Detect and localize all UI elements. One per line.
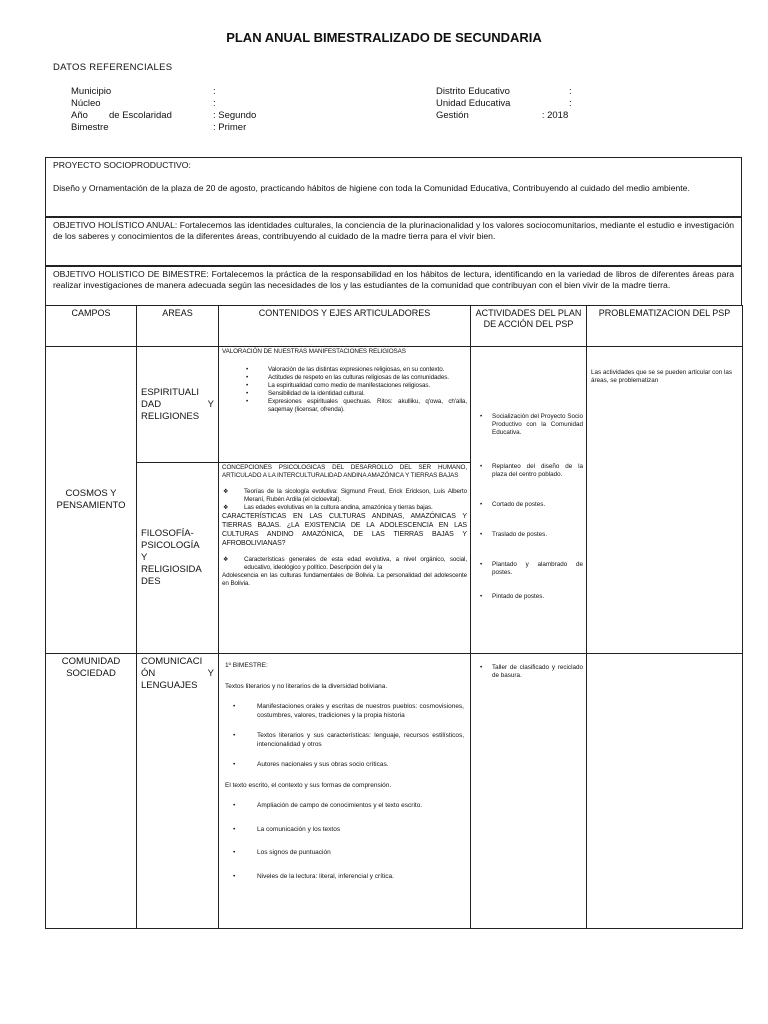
contenidos-filosofia	[219, 463, 471, 654]
list-item: • Traslado de postes.	[474, 531, 583, 539]
ref-value: :	[569, 98, 572, 109]
contenido-list	[225, 703, 464, 770]
ref-key: Bimestre	[71, 122, 109, 133]
ref-key: Núcleo	[71, 98, 101, 109]
list-item: • Expresiones espirituales quechuas. Ritos: akulliku, q'owa, ch'alla, saqemay (licensar, ofrenda).	[222, 398, 467, 414]
ref-key: Gestión	[436, 110, 469, 121]
objetivo-bimestre-text: OBJETIVO HOLISTICO DE BIMESTRE: Fortalecemos la práctica de la responsabilidad en los hábitos de lectura, identificando en la variedad de libros de diferentes áreas para realizar investigaciones de manera adecuada según las necesidades de los y las estudiantes de la comunidad que contribuyan con el bien vivir de la madre tierra.	[53, 269, 734, 290]
ref-key: Municipio	[71, 86, 112, 97]
list-item: • Autores nacionales y sus obras socio críticas.	[225, 761, 464, 770]
list-item: ❖ Las edades evolutivas en la cultura andina, amazónica y tierras bajas.	[222, 504, 467, 512]
campo-cosmos: COSMOS Y PENSAMIENTO	[46, 347, 137, 654]
area-word: Y	[207, 398, 214, 410]
list-item: • Los signos de puntuación	[225, 849, 464, 858]
proyecto-socioproductivo-box	[45, 157, 742, 217]
ref-value: :	[569, 86, 572, 97]
contenido-heading: CARACTERÍSTICAS EN LAS CULTURAS ANDINAS, AMAZÓNICAS Y TIERRAS BAJAS. ¿LA EXISTENCIA DE LA ADOLESCENCIA EN LAS CULTURAS ANDINO AMAZÓNICA, DE LAS TIERRAS BAJAS Y AFROBOLIVIANAS?	[222, 513, 467, 547]
area-line: COMUNICACI	[141, 656, 203, 667]
list-item: • Sensibilidad de la identidad cultural.	[222, 390, 467, 398]
header-campos: CAMPOS	[46, 306, 137, 347]
list-item: • Actitudes de respeto en las culturas religiosas de las comunidades.	[222, 374, 467, 382]
table-header-row	[46, 306, 743, 347]
problematizacion-text: Las actividades que se se pueden articular con las áreas, se problematizan	[591, 369, 733, 384]
list-item: • Replanteo del diseño de la plaza del centro poblado.	[474, 463, 583, 479]
datos-referenciales-heading: DATOS REFERENCIALES	[53, 62, 173, 73]
area-line	[141, 668, 214, 680]
ref-row	[71, 98, 256, 110]
proyecto-label: PROYECTO SOCIOPRODUCTIVO:	[53, 160, 191, 170]
area-comunicacion	[137, 654, 219, 929]
area-line: PSICOLOGÍA	[141, 540, 200, 551]
contenidos-comunicacion	[219, 654, 471, 929]
ref-row	[71, 122, 256, 134]
area-line: ESPIRITUALI	[141, 386, 200, 398]
ref-value: : Segundo	[213, 110, 257, 121]
objetivo-anual-box	[45, 217, 742, 266]
ref-row	[436, 86, 572, 98]
plan-table	[45, 305, 743, 929]
actividades-cell	[471, 654, 587, 929]
list-item: ❖ Características generales de esta edad evolutiva, a nivel orgánico, social, educativo, ideológico y político. Descripción del y la	[222, 556, 467, 572]
area-line: FILOSOFÍA-	[141, 528, 194, 539]
ref-data-left	[71, 86, 256, 134]
list-item: • Valoración de las distintas expresiones religiosas, en su contexto.	[222, 366, 467, 374]
area-line	[141, 399, 214, 411]
ref-data-right	[436, 86, 572, 122]
area-line: DES	[141, 576, 161, 587]
page-title: PLAN ANUAL BIMESTRALIZADO DE SECUNDARIA	[226, 30, 542, 45]
contenido-list	[225, 802, 464, 881]
actividades-cell	[471, 347, 587, 654]
ref-key: Distrito Educativo	[436, 86, 510, 97]
list-item: • Cortado de postes.	[474, 501, 583, 509]
header-actividades: ACTIVIDADES DEL PLAN DE ACCIÓN DEL PSP	[471, 306, 587, 347]
list-item: • La espiritualidad como medio de manifestaciones religiosas.	[222, 382, 467, 390]
ref-value: : 2018	[526, 110, 569, 121]
objetivo-bimestre-box	[45, 266, 742, 306]
list-item: • Pintado de postes.	[474, 593, 583, 601]
list-item: • Taller de clasificado y reciclado de basura.	[474, 664, 583, 680]
header-areas: AREAS	[137, 306, 219, 347]
table-row	[46, 347, 743, 463]
area-espiritualidad	[137, 347, 219, 463]
ref-row	[71, 86, 256, 98]
contenido-heading: VALORACIÓN DE NUESTRAS MANIFESTACIONES RELIGIOSAS	[222, 348, 406, 355]
area-line: RELIGIONES	[141, 410, 200, 422]
header-contenidos: CONTENIDOS Y EJES ARTICULADORES	[219, 306, 471, 347]
area-word: DAD	[141, 398, 162, 410]
list-item: • Socialización del Proyecto Socio Productivo con la Comunidad Educativa.	[474, 413, 583, 437]
area-line: LENGUAJES	[141, 680, 198, 691]
ref-value: :	[213, 86, 216, 97]
list-item: • Ampliación de campo de conocimientos y el texto escrito.	[225, 802, 464, 811]
list-item: • La comunicación y los textos	[225, 826, 464, 835]
proyecto-text: Diseño y Ornamentación de la plaza de 20 de agosto, practicando hábitos de higiene con toda la Comunidad Educativa, Contribuyendo al cuidado del medio ambiente.	[53, 183, 690, 193]
bimestre-label: 1º BIMESTRE:	[225, 662, 268, 669]
contenido-text: El texto escrito, el contexto y sus formas de comprensión.	[225, 781, 392, 789]
contenido-text: Adolescencia en las culturas fundamentales de Bolivia. La personalidad del adolescente en Bolivia.	[222, 572, 467, 587]
list-item: • Manifestaciones orales y escritas de nuestros pueblos: cosmovisiones, costumbres, valores, tradiciones y la propia historia	[225, 703, 464, 720]
contenido-list	[222, 366, 467, 414]
campo-comunidad: COMUNIDAD SOCIEDAD	[46, 654, 137, 929]
objetivo-anual-text: OBJETIVO HOLÍSTICO ANUAL: Fortalecemos las identidades culturales, la conciencia de la plurinacionalidad y los valores sociocomunitarios, mediante el estudio e investigación de los saberes y conocimientos de la diferentes áreas, contribuyendo al cuidado de la madre tierra para el vivir bien.	[53, 220, 734, 241]
area-line: Y	[141, 552, 148, 563]
list-item: ❖ Teorías de la sicología evolutiva: Sigmund Freud, Erick Erickson, Luis Alberto Meraní, Rubén Ardila (el cicloevital).	[222, 488, 467, 504]
list-item: • Textos literarios y sus características: lenguaje, recursos estilísticos, intencionalidad y otros	[225, 732, 464, 749]
contenido-text: Textos literarios y no literarios de la diversidad boliviana.	[225, 682, 388, 690]
ref-row	[436, 98, 572, 110]
table-row	[46, 654, 743, 929]
area-filosofia	[137, 463, 219, 654]
problematizacion-cell	[587, 347, 743, 654]
ref-key: Unidad Educativa	[436, 98, 511, 109]
area-line: RELIGIOSIDA	[141, 564, 202, 575]
ref-key: Año de Escolaridad	[71, 110, 172, 121]
ref-row	[71, 110, 256, 122]
header-problematizacion: PROBLEMATIZACION DEL PSP	[587, 306, 743, 347]
contenido-heading: CONCEPCIONES PSICOLOGICAS DEL DESARROLLO DEL SER HUMANO, ARTICULADO A LA INTERCULTURALIDAD ANDINA AMAZÓNICA Y TIERRAS BAJAS	[222, 464, 467, 479]
area-word: Y	[207, 668, 214, 679]
list-item: • Plantado y alambrado de postes.	[474, 561, 583, 577]
ref-value: : Primer	[213, 122, 247, 133]
area-word: ÓN	[141, 668, 156, 679]
ref-row	[436, 110, 572, 122]
contenidos-espiritualidad	[219, 347, 471, 463]
list-item: • Niveles de la lectura: literal, inferencial y crítica.	[225, 873, 464, 882]
ref-value: :	[213, 98, 216, 109]
problematizacion-cell	[587, 654, 743, 929]
